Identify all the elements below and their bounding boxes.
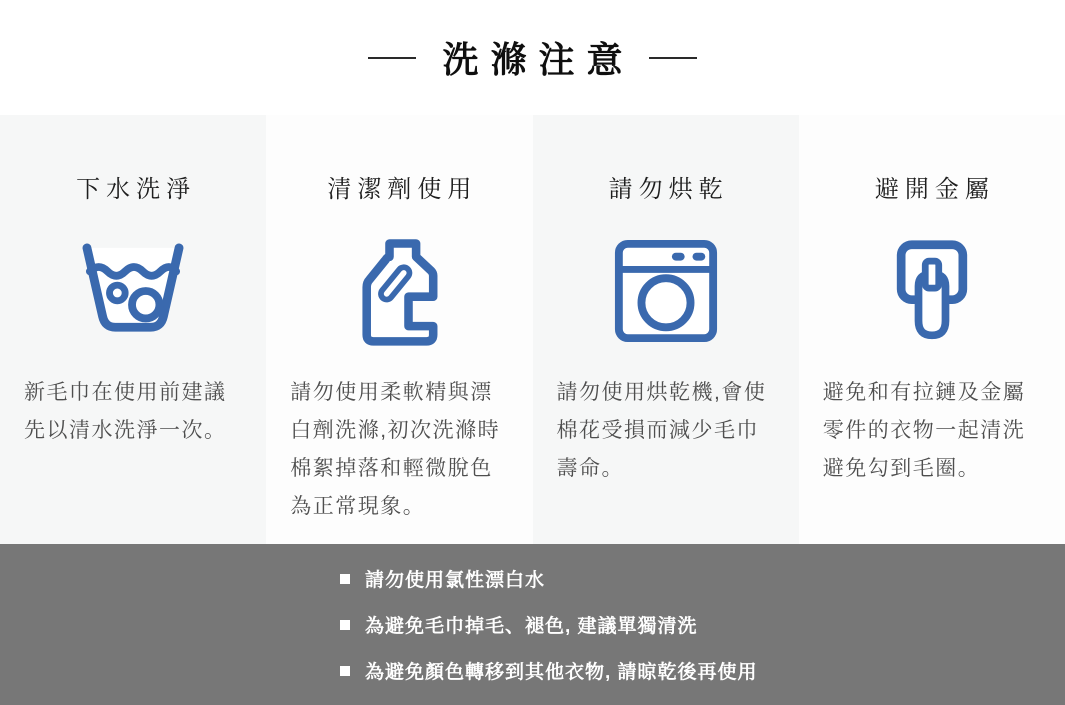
wash-basin-icon <box>0 232 266 350</box>
panel-avoid-metal-title: 避開金屬 <box>874 176 995 203</box>
square-bullet-icon <box>340 574 350 584</box>
square-bullet-icon <box>340 620 350 630</box>
zipper-icon <box>799 232 1065 350</box>
note-text: 請勿使用氯性漂白水 <box>365 570 546 591</box>
detergent-bottle-icon <box>266 232 532 350</box>
page-title: 洗滌注意 <box>442 39 635 81</box>
note-text: 為避免毛巾掉毛、褪色, 建議單獨清洗 <box>365 616 698 637</box>
panel-avoid-metal-description: 避免和有拉鏈及金屬零件的衣物一起清洗避免勾到毛圈。 <box>822 381 1026 480</box>
header <box>0 0 1065 115</box>
title-dash-left <box>368 57 416 59</box>
note-row <box>340 565 1065 592</box>
footer-notes <box>0 544 1065 705</box>
dryer-icon <box>533 232 799 350</box>
panel-detergent <box>266 115 532 544</box>
panel-wash-title: 下水洗淨 <box>76 176 197 203</box>
panel-no-tumble-dry-description: 請勿使用烘乾機,會使棉花受損而減少毛巾壽命。 <box>556 381 767 480</box>
title-wrap <box>368 32 696 83</box>
note-text: 為避免顏色轉移到其他衣物, 請晾乾後再使用 <box>365 662 758 683</box>
panel-no-tumble-dry <box>533 115 799 544</box>
panel-wash <box>0 115 266 544</box>
note-row <box>340 611 1065 638</box>
panel-no-tumble-dry-title: 請勿烘乾 <box>608 176 729 203</box>
panel-detergent-description: 請勿使用柔軟精與漂白劑洗滌,初次洗滌時棉絮掉落和輕微脫色為正常現象。 <box>290 381 501 518</box>
care-panels <box>0 115 1065 544</box>
panel-detergent-title: 清潔劑使用 <box>327 176 478 203</box>
panel-avoid-metal <box>799 115 1065 544</box>
square-bullet-icon <box>340 666 350 676</box>
note-row <box>340 657 1065 684</box>
panel-wash-description: 新毛巾在使用前建議先以清水洗淨一次。 <box>24 381 227 442</box>
title-dash-right <box>649 57 697 59</box>
